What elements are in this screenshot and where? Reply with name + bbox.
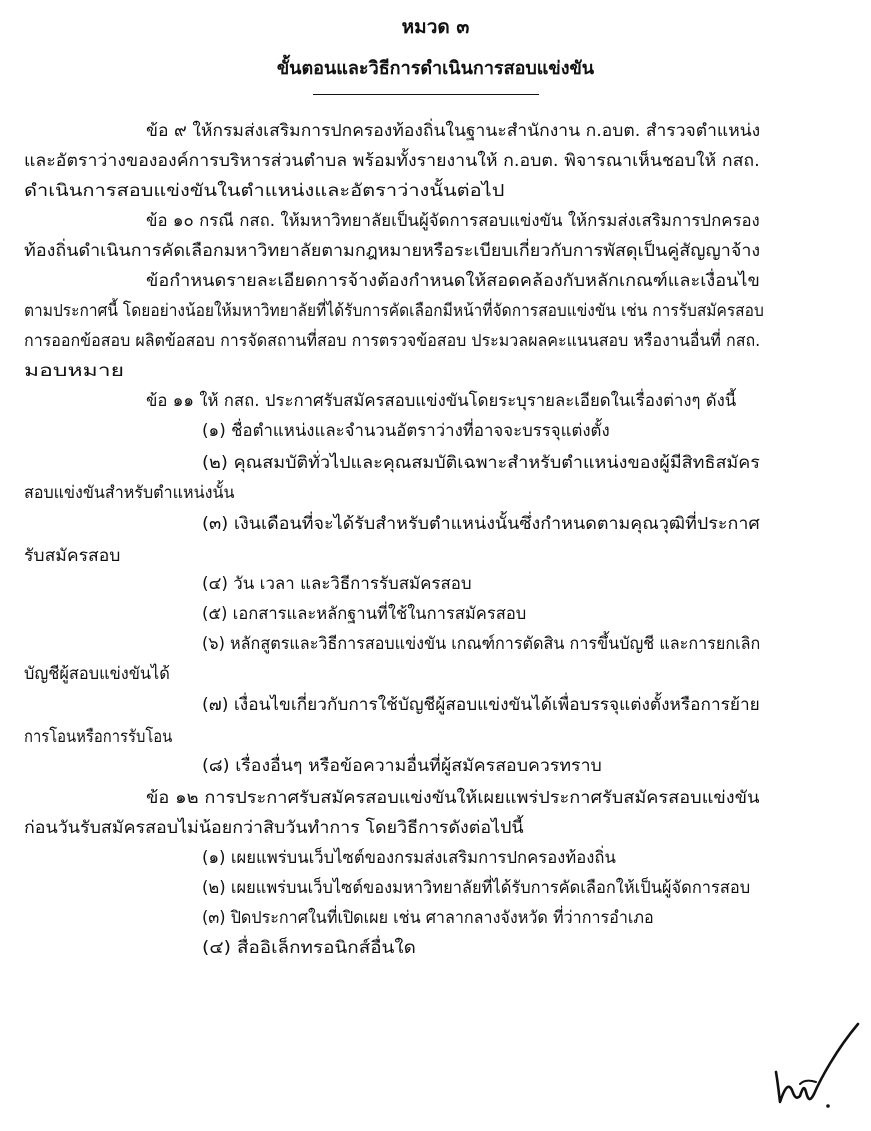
clause-11-item-2: (๒) คุณสมบัติทั่วไปและคุณสมบัติเฉพาะสำหรับตำแหน่งของผู้มีสิทธิสมัคร: [202, 453, 760, 473]
clause-9-line-1: ข้อ ๙ ให้กรมส่งเสริมการปกครองท้องถิ่นในฐานะสำนักงาน ก.อบต. สำรวจตำแหน่ง: [146, 121, 761, 141]
contract-detail-line-3: การออกข้อสอบ ผลิตข้อสอบ การจัดสถานที่สอบ การตรวจข้อสอบ ประมวลผลคะแนนสอบ หรืองานอื่นที่ กสถ.: [24, 331, 761, 351]
clause-11-line-1: ข้อ ๑๑ ให้ กสถ. ประกาศรับสมัครสอบแข่งขันโดยระบุรายละเอียดในเรื่องต่างๆ ดังนี้: [146, 391, 737, 411]
clause-12-item-4: (๔) สื่ออิเล็กทรอนิกส์อื่นใด: [202, 938, 416, 958]
clause-11-item-8: (๘) เรื่องอื่นๆ หรือข้อความอื่นที่ผู้สมัครสอบควรทราบ: [202, 756, 602, 776]
clause-9-line-3: ดำเนินการสอบแข่งขันในตำแหน่งและอัตราว่างนั้นต่อไป: [24, 181, 505, 201]
clause-9-line-2: และอัตราว่างขององค์การบริหารส่วนตำบล พร้อมทั้งรายงานให้ ก.อบต. พิจารณาเห็นชอบให้ กสถ.: [24, 151, 760, 171]
clause-11-item-6-cont: บัญชีผู้สอบแข่งขันได้: [24, 664, 170, 684]
chapter-heading: หมวด ๓: [401, 16, 470, 38]
contract-detail-line-2: ตามประกาศนี้ โดยอย่างน้อยให้มหาวิทยาลัยที่ได้รับการคัดเลือกมีหน้าที่จัดการสอบแข่งขัน เช่น การรับสมัครสอบ: [24, 301, 764, 321]
contract-detail-line-1: ข้อกำหนดรายละเอียดการจ้างต้องกำหนดให้สอดคล้องกับหลักเกณฑ์และเงื่อนไข: [146, 271, 760, 291]
clause-11-item-3-cont: รับสมัครสอบ: [24, 546, 121, 566]
title-divider: [313, 94, 539, 95]
clause-12-item-2: (๒) เผยแพร่บนเว็บไซต์ของมหาวิทยาลัยที่ได้รับการคัดเลือกให้เป็นผู้จัดการสอบ: [202, 878, 751, 898]
clause-12-item-1: (๑) เผยแพร่บนเว็บไซต์ของกรมส่งเสริมการปกครองท้องถิ่น: [202, 848, 616, 868]
clause-11-item-1: (๑) ชื่อตำแหน่งและจำนวนอัตราว่างที่อาจจะบรรจุแต่งตั้ง: [202, 421, 610, 441]
clause-12-item-3: (๓) ปิดประกาศในที่เปิดเผย เช่น ศาลากลางจังหวัด ที่ว่าการอำเภอ: [202, 908, 654, 928]
page-title: ขั้นตอนและวิธีการดำเนินการสอบแข่งขัน: [276, 58, 595, 79]
clause-11-item-5: (๕) เอกสารและหลักฐานที่ใช้ในการสมัครสอบ: [202, 604, 527, 624]
clause-11-item-4: (๔) วัน เวลา และวิธีการรับสมัครสอบ: [202, 574, 472, 594]
clause-11-item-7: (๗) เงื่อนไขเกี่ยวกับการใช้บัญชีผู้สอบแข่งขันได้เพื่อบรรจุแต่งตั้งหรือการย้าย: [202, 695, 760, 715]
clause-12-line-2: ก่อนวันรับสมัครสอบไม่น้อยกว่าสิบวันทำการ โดยวิธีการดังต่อไปนี้: [24, 818, 524, 838]
clause-11-item-3: (๓) เงินเดือนที่จะได้รับสำหรับตำแหน่งนั้นซึ่งกำหนดตามคุณวุฒิที่ประกาศ: [202, 514, 760, 534]
clause-11-item-7-cont: การโอนหรือการรับโอน: [24, 727, 173, 747]
clause-11-item-2-cont: สอบแข่งขันสำหรับตำแหน่งนั้น: [24, 483, 235, 503]
clause-12-line-1: ข้อ ๑๒ การประกาศรับสมัครสอบแข่งขันให้เผยแพร่ประกาศรับสมัครสอบแข่งขัน: [146, 788, 760, 808]
clause-10-line-1: ข้อ ๑๐ กรณี กสถ. ให้มหาวิทยาลัยเป็นผู้จัดการสอบแข่งขัน ให้กรมส่งเสริมการปกครอง: [146, 211, 760, 231]
contract-detail-line-4: มอบหมาย: [24, 361, 125, 381]
clause-10-line-2: ท้องถิ่นดำเนินการคัดเลือกมหาวิทยาลัยตามกฎหมายหรือระเบียบเกี่ยวกับการพัสดุเป็นคู่สัญญาจ้าง: [24, 241, 761, 261]
clause-11-item-6: (๖) หลักสูตรและวิธีการสอบแข่งขัน เกณฑ์การตัดสิน การขึ้นบัญชี และการยกเลิก: [202, 634, 761, 654]
signature-initials-icon: [770, 1010, 860, 1110]
